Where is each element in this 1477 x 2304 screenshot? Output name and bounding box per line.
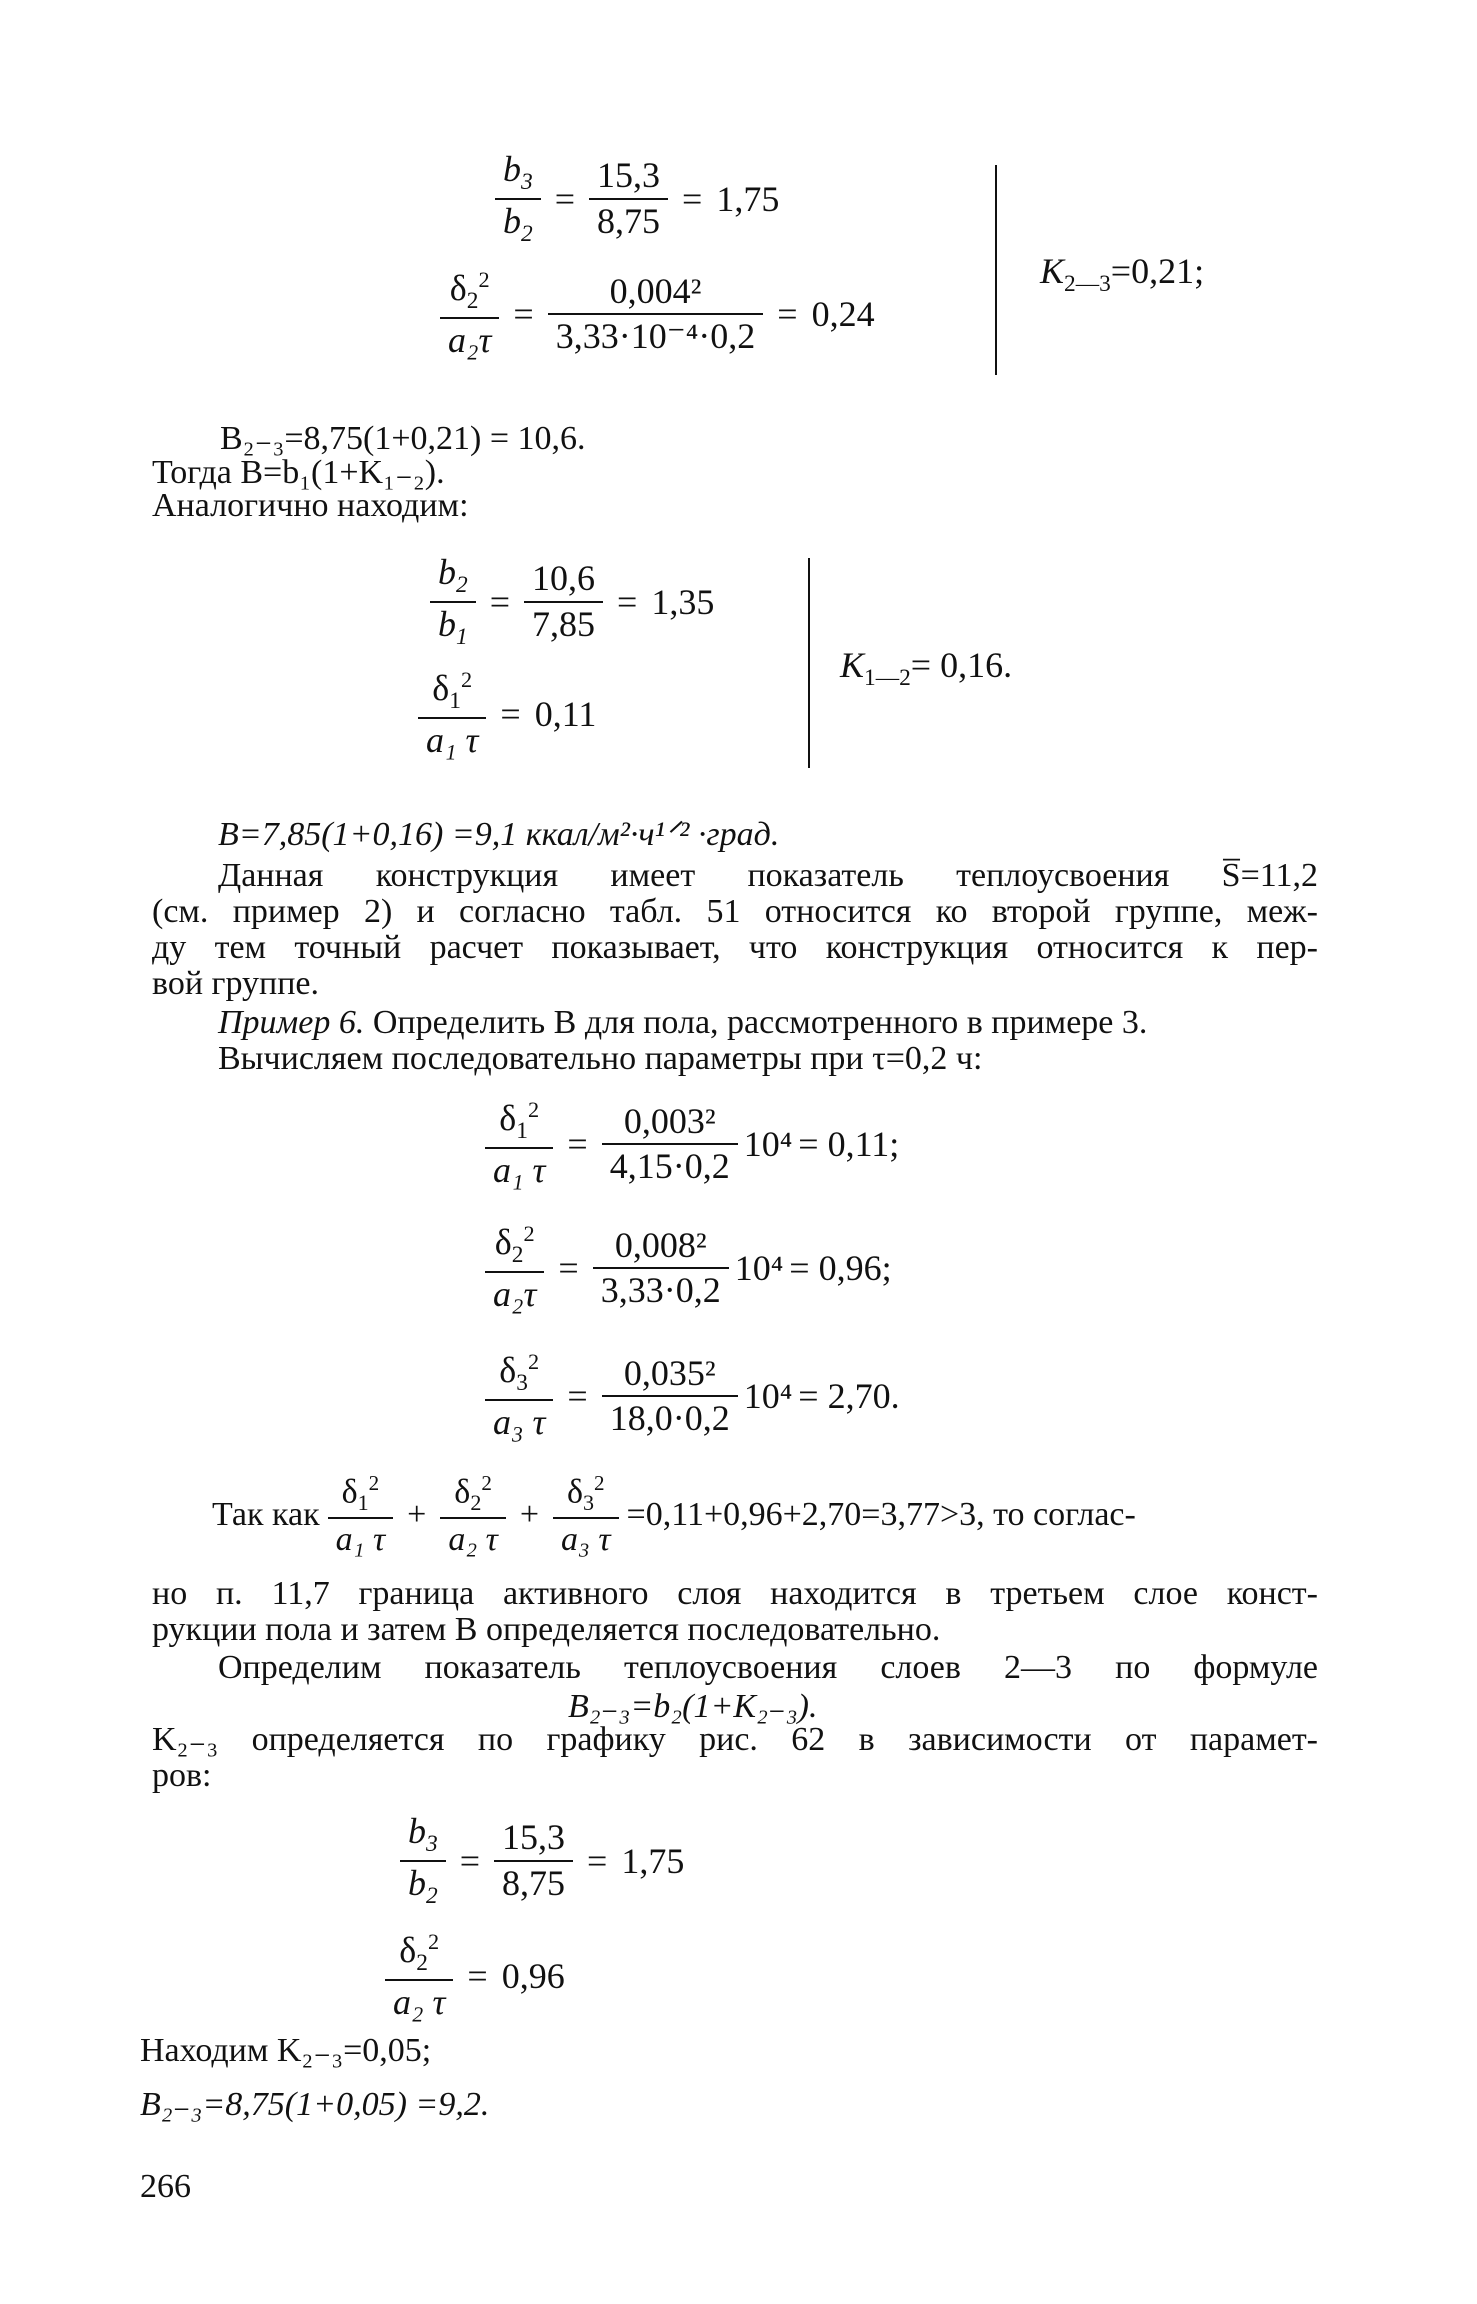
formula-delta2-calc: $\frac{\delta_2^2}{\text{a₂τ}}$ = $\frac{\text{0,008²}}{3,33\cdot 0,2}$ 10⁴ = 0,96;	[485, 1222, 892, 1315]
paragraph-2-line-1: но п. 11,7 граница активного слоя находится в третьем слое конст-	[152, 1575, 1318, 1612]
paragraph-3-line-1: Определим показатель теплоусвоения слоев 2—3 по формуле	[218, 1649, 1318, 1686]
paragraph-1-line-3: ду тем точный расчет показывает, что конструкция относится к пер-	[152, 929, 1318, 966]
formula-delta2-second: $\frac{\delta_2^2}{\text{a₂ τ}}$ = 0,96	[385, 1930, 565, 2023]
formula-b3-b2-second: $\frac{b_3}{b_2}$ = $\frac{15,3}{8,75}$ = 1,75	[400, 1812, 684, 1910]
brace-divider-2	[808, 558, 810, 768]
paragraph-3-formula: B₂₋₃=b₂(1+K₂₋₃).	[568, 1688, 818, 1725]
formula-delta1-calc: $\frac{\delta_1^2}{\text{a₁ τ}}$ = $\frac{\text{0,003²}}{4,15\cdot 0,2}$ 10⁴ = 0,11;	[485, 1098, 899, 1191]
paragraph-1-line-2: (см. пример 2) и согласно табл. 51 относится ко второй группе, меж-	[152, 893, 1318, 930]
equation-B: B=7,85(1+0,16) =9,1 ккал/м²·ч¹ᐟ² ·град.	[218, 816, 780, 853]
paragraph-4-line-2: ров:	[152, 1757, 212, 1794]
brace-divider-1	[995, 165, 997, 375]
paragraph-1-line-1: Данная конструкция имеет показатель теплоусвоения S̅=11,2	[218, 857, 1318, 894]
line-togda: Тогда B=b₁(1+K₁₋₂).	[152, 454, 445, 491]
sum-inequality-line: Так как $\frac{\delta_1^2}{\text{a₁ τ}}$ + $\frac{\delta_2^2}{\text{a₂ τ}}$ + $\frac{\delta_3^2}{\text{a₃ τ}}$ =0,11+0,96+2,70=3,77>3, то соглас-	[212, 1471, 1136, 1559]
formula-b2-b1: $\frac{b_2}{b_1}$ = $\frac{10,6}{7,85}$ = 1,35	[430, 553, 714, 651]
line-nakhodim: Находим K₂₋₃=0,05;	[140, 2032, 432, 2069]
formula-delta3-calc: $\frac{\delta_3^2}{\text{a₃ τ}}$ = $\frac{\text{0,035²}}{18,0\cdot 0,2}$ 10⁴ = 2,70.	[485, 1350, 900, 1443]
example-6-heading: Пример 6. Определить B для пола, рассмотренного в примере 3.	[218, 1004, 1148, 1041]
k23-result-1: $K_{2—3}=0,21$;	[1040, 251, 1205, 298]
page-number: 266	[140, 2168, 191, 2205]
equation-b23-second: B₂₋₃=8,75(1+0,05) =9,2.	[140, 2086, 490, 2123]
formula-delta2-a2tau: $\frac{\delta_2^2}{\text{a₂τ}}$ = $\frac{\text{0,004²}}{\text{3,33·10⁻⁴·0,2}}$ = 0,24	[440, 268, 875, 361]
line-analogichno: Аналогично находим:	[152, 487, 469, 524]
example-6-line-2: Вычисляем последовательно параметры при τ=0,2 ч:	[218, 1040, 983, 1077]
equation-b23: B₂₋₃=8,75(1+0,21) = 10,6.	[220, 420, 586, 457]
k12-result: $K_{1—2}= 0,16$.	[840, 645, 1013, 692]
paragraph-2-line-2: рукции пола и затем B определяется последовательно.	[152, 1611, 941, 1648]
paragraph-4-line-1: K₂₋₃ определяется по графику рис. 62 в зависимости от парамет-	[152, 1721, 1318, 1758]
paragraph-1-line-4: вой группе.	[152, 965, 319, 1002]
formula-delta1-a1tau: $\frac{\delta_1^2}{\text{a₁ τ}}$ = 0,11	[418, 668, 596, 761]
formula-b3-b2: $\frac{b_3}{b_2}$ = $\frac{15,3}{8,75}$ = 1,75	[495, 150, 779, 248]
